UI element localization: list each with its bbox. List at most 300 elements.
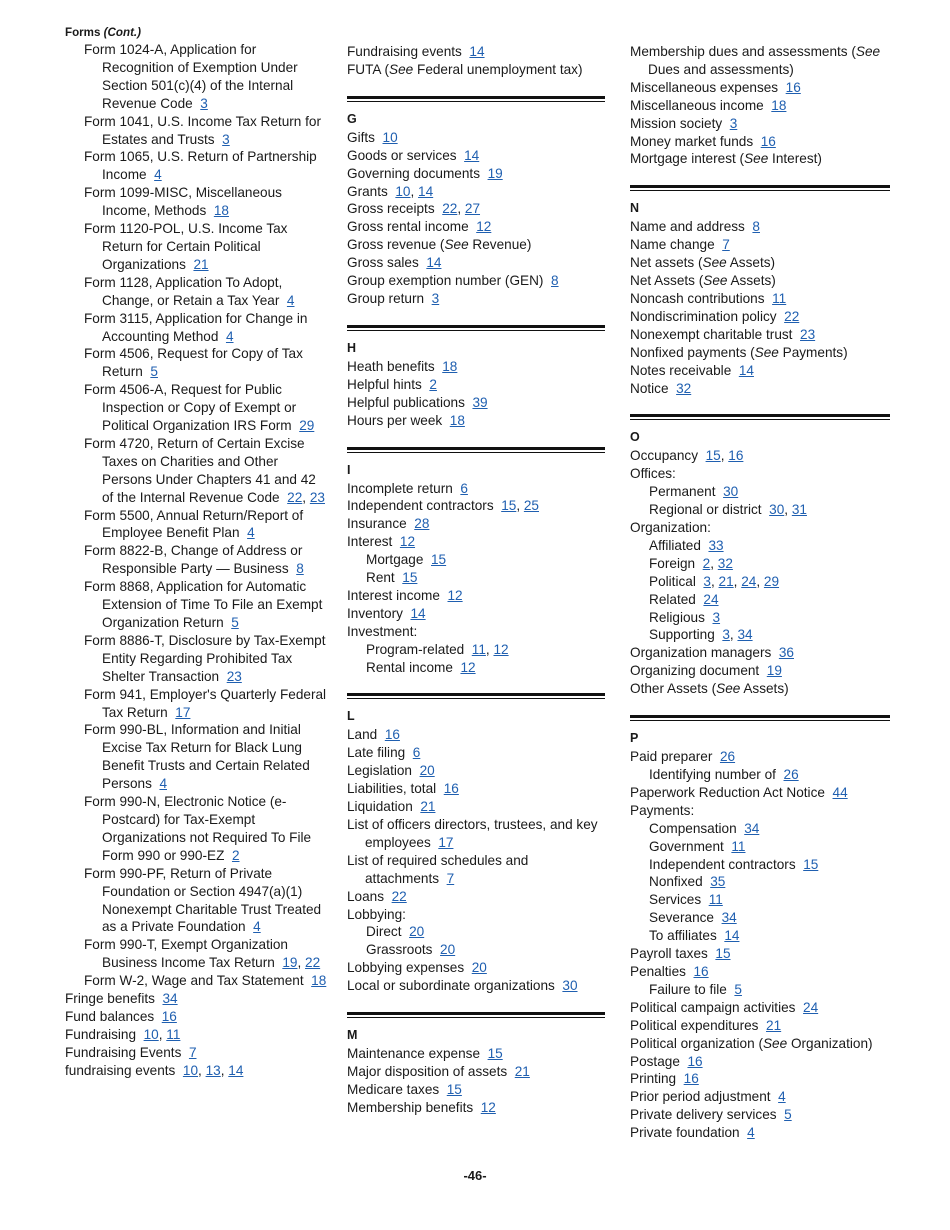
entry-term: Membership benefits	[347, 1099, 474, 1115]
page-link[interactable]: 5	[784, 1107, 792, 1123]
page-link[interactable]: 14	[469, 44, 485, 59]
index-entry	[347, 977, 605, 995]
entry-term: Regional or district	[649, 502, 762, 518]
entry-term: Political campaign activities	[630, 999, 796, 1015]
page-link[interactable]: 34	[737, 627, 753, 643]
entry-term: Independent contractors	[649, 856, 796, 872]
entry-term: Liquidation	[347, 799, 413, 815]
entry-term: List of officers directors, trustees, and key employees	[347, 817, 598, 850]
entry-term: Payments:	[630, 802, 695, 818]
section-letter: H	[347, 340, 357, 355]
index-entry: Fundraising 10, 11	[65, 1026, 181, 1042]
entry-term: Group exemption number (GEN)	[347, 273, 544, 289]
index-entry	[347, 762, 605, 780]
index-entry	[347, 1099, 605, 1117]
index-entry	[630, 254, 890, 272]
page-link[interactable]: 24	[803, 999, 819, 1015]
page-link[interactable]: 18	[442, 358, 458, 374]
entry-term: Severance	[649, 910, 714, 926]
index-entry	[347, 744, 605, 762]
index-entry	[347, 254, 605, 272]
page-link[interactable]: 15	[402, 570, 418, 586]
index-entry	[347, 358, 605, 376]
entry-term: Fringe benefits	[65, 991, 155, 1007]
page-link[interactable]: 11	[708, 892, 723, 908]
index-subentry	[347, 923, 605, 941]
index-subentry	[630, 820, 890, 838]
entry-term: Form 1065, U.S. Return of Partnership Income	[84, 149, 317, 183]
page-link[interactable]: 44	[832, 784, 848, 800]
page-link[interactable]: 11	[166, 1026, 181, 1042]
page-link[interactable]: 12	[480, 1099, 496, 1115]
see-target: Payments)	[778, 344, 848, 360]
page-link[interactable]: 21	[766, 1017, 782, 1033]
page-link[interactable]: 4	[247, 525, 255, 541]
page-link[interactable]: 34	[744, 820, 760, 836]
index-entry	[630, 963, 890, 981]
see-label: See	[762, 1035, 788, 1051]
page-link[interactable]: 2	[702, 555, 711, 571]
page-link[interactable]: 15	[446, 1081, 462, 1097]
index-entry	[630, 802, 890, 820]
index-subentry	[630, 537, 890, 555]
page-link[interactable]: 20	[471, 960, 487, 976]
page-link[interactable]: 33	[708, 537, 724, 553]
page-link[interactable]: 16	[785, 79, 801, 95]
page-link[interactable]: 16	[760, 133, 776, 149]
section-divider	[630, 414, 890, 420]
page-link[interactable]: 7	[188, 1044, 197, 1060]
page-link[interactable]: 28	[414, 516, 430, 532]
page-link[interactable]: 23	[800, 326, 816, 342]
index-entry	[630, 1017, 890, 1035]
entry-term: Grants	[347, 183, 388, 199]
entry-term: Legislation	[347, 763, 412, 779]
entry-term: Miscellaneous income	[630, 97, 764, 113]
index-subentry	[65, 507, 327, 543]
page-link[interactable]: 17	[175, 704, 191, 720]
index-entry	[347, 480, 605, 498]
index-subentry	[630, 856, 890, 874]
index-subentry	[630, 591, 890, 609]
index-entry	[630, 272, 890, 290]
page-link[interactable]: 10	[382, 129, 398, 145]
entry-term: Group return	[347, 290, 425, 306]
see-target: Dues and assessments)	[648, 61, 794, 77]
index-subentry	[347, 941, 605, 959]
entry-term: Miscellaneous expenses	[630, 79, 779, 95]
page-link[interactable]: 25	[523, 498, 539, 514]
page-link[interactable]: 12	[476, 219, 492, 235]
index-entry	[630, 326, 890, 344]
entry-term: Form 990-T, Exempt Organization Business Income Tax Return	[84, 937, 288, 971]
index-entry	[347, 587, 605, 605]
index-subentry	[65, 632, 327, 686]
entry-term: Organization managers	[630, 645, 772, 661]
page-link[interactable]: 7	[722, 237, 730, 253]
page-link[interactable]: 30	[769, 502, 785, 518]
entry-term: Mortgage	[366, 552, 424, 568]
entry-term: Form 941, Employer's Quarterly Federal Tax Return	[84, 686, 327, 720]
section-letter: G	[347, 111, 357, 126]
page-link[interactable]: 14	[228, 1062, 244, 1078]
entry-term: Nonexempt charitable trust	[630, 326, 793, 342]
entry-term: Nonfixed	[649, 874, 703, 890]
entry-term: Interest income	[347, 587, 440, 603]
entry-term: Payroll taxes	[630, 946, 708, 962]
page-link[interactable]: 14	[426, 255, 442, 271]
page-link[interactable]: 16	[693, 963, 709, 979]
page-link[interactable]: 14	[418, 183, 434, 199]
page-link[interactable]: 4	[225, 328, 234, 344]
index-subentry	[65, 381, 327, 435]
page-link[interactable]: 16	[683, 1071, 699, 1087]
see-target: Interest)	[768, 151, 822, 167]
entry-term: Money market funds	[630, 133, 754, 149]
section-divider	[630, 185, 890, 191]
page-link[interactable]: 30	[723, 484, 739, 500]
page-link[interactable]: 34	[162, 991, 178, 1007]
page-link[interactable]: 22	[784, 308, 800, 324]
page-link[interactable]: 16	[443, 781, 459, 797]
page-link[interactable]: 12	[493, 641, 509, 657]
index-entry	[347, 165, 605, 183]
section-divider	[347, 1012, 605, 1018]
page-link[interactable]: 20	[440, 942, 456, 958]
page-link[interactable]: 17	[438, 834, 454, 850]
entry-term: Helpful hints	[347, 376, 422, 392]
index-entry	[347, 394, 605, 412]
index-entry	[347, 798, 605, 816]
letter-section	[347, 96, 605, 308]
page-link[interactable]: 11	[471, 641, 486, 657]
index-subentry	[630, 609, 890, 627]
page-link[interactable]: 14	[724, 928, 740, 944]
page-link[interactable]: 16	[687, 1053, 703, 1069]
entry-term: fundraising events	[65, 1062, 176, 1078]
index-entry	[347, 1045, 605, 1063]
page-link[interactable]: 4	[286, 292, 295, 308]
index-entry	[630, 236, 890, 254]
page-link[interactable]: 34	[721, 910, 737, 926]
index-subentry	[65, 113, 327, 149]
page-link[interactable]: 8	[296, 561, 304, 577]
index-subentry	[65, 721, 327, 793]
entry-term: Name change	[630, 237, 715, 253]
entry-term: Maintenance expense	[347, 1046, 481, 1062]
page-link[interactable]: 11	[772, 290, 787, 306]
entry-term: Form 1099-MISC, Miscellaneous Income, Methods	[84, 185, 282, 219]
index-entry	[65, 1008, 327, 1026]
page-link[interactable]: 6	[460, 480, 468, 496]
index-subentry	[630, 927, 890, 945]
index-entry	[630, 344, 890, 362]
see-label: See	[754, 344, 779, 360]
page-link[interactable]: 18	[771, 97, 787, 113]
page-link[interactable]: 15	[715, 946, 731, 962]
letter-section	[630, 414, 890, 698]
index-entry	[630, 1053, 890, 1071]
page-link[interactable]: 4	[253, 919, 261, 935]
page-link[interactable]: 15	[501, 498, 517, 514]
page-link[interactable]: 15	[803, 856, 819, 872]
page-link[interactable]: 4	[747, 1125, 755, 1141]
entry-term: Nonfixed payments (	[630, 344, 755, 360]
see-target: Organization)	[787, 1035, 873, 1051]
entry-term: Investment:	[347, 623, 418, 639]
entry-term: Membership dues and assessments (	[630, 44, 856, 59]
page-link[interactable]: 20	[409, 924, 425, 940]
entry-term: Interest	[347, 534, 393, 550]
index-subentry	[347, 551, 605, 569]
section-header	[65, 24, 327, 41]
letter-section	[347, 447, 605, 677]
index-entry	[347, 852, 605, 888]
entry-term: Goods or services	[347, 147, 457, 163]
page-link[interactable]: 21	[193, 256, 209, 272]
page-link[interactable]: 36	[778, 645, 794, 661]
page-link[interactable]: 29	[763, 573, 780, 589]
page-link[interactable]: 22	[305, 955, 321, 971]
entry-term: Noncash contributions	[630, 290, 765, 306]
entry-term: Program-related	[366, 641, 465, 657]
index-entry	[347, 272, 605, 290]
page-link[interactable]: 10	[182, 1062, 199, 1078]
entry-term: Form 4720, Return of Certain Excise Taxes on Charities and Other Persons Under Chapters 41 and 42 of the Internal Revenue Code	[84, 435, 316, 505]
page-link[interactable]: 22	[442, 201, 458, 217]
index-entry	[630, 1106, 890, 1124]
entry-term: Fundraising Events	[65, 1044, 182, 1060]
page-link[interactable]: 22	[287, 489, 303, 505]
index-entry	[65, 1044, 327, 1062]
page-link[interactable]: 16	[728, 448, 744, 464]
page-link[interactable]: 15	[487, 1046, 503, 1062]
index-entry	[630, 465, 890, 483]
entry-term: Land	[347, 727, 378, 743]
entry-term: Paperwork Reduction Act Notice	[630, 784, 825, 800]
entry-term: Compensation	[649, 820, 737, 836]
index-subentry	[630, 766, 890, 784]
index-entry	[630, 662, 890, 680]
entry-term: Independent contractors	[347, 498, 494, 514]
index-subentry	[630, 981, 890, 999]
index-entry	[630, 380, 890, 398]
page-link[interactable]: 26	[783, 767, 799, 782]
page-link[interactable]: 3	[703, 573, 711, 589]
page-link[interactable]: 14	[738, 362, 754, 378]
entry-term: Net Assets (	[630, 273, 704, 289]
page-link[interactable]: 4	[154, 167, 162, 183]
section-divider	[347, 96, 605, 102]
index-entry	[630, 945, 890, 963]
page-link[interactable]: 12	[399, 534, 416, 550]
entry-term: Incomplete return	[347, 480, 453, 496]
page-link[interactable]: 22	[391, 888, 407, 904]
index-entry	[347, 43, 605, 61]
index-subentry	[347, 569, 605, 587]
entry-term: Hours per week	[347, 412, 443, 428]
entry-term: Fundraising	[65, 1026, 137, 1042]
page-link[interactable]: 3	[722, 627, 730, 643]
index-subentry	[65, 345, 327, 381]
entry-term: Private foundation	[630, 1125, 740, 1141]
page-link[interactable]: 29	[299, 418, 315, 434]
page-link[interactable]: 6	[412, 745, 421, 761]
index-entry	[347, 780, 605, 798]
entry-term: Governing documents	[347, 165, 480, 181]
index-entry: Grants 10, 14	[347, 183, 434, 199]
page-link[interactable]: 3	[200, 95, 208, 111]
entry-term: Medicare taxes	[347, 1081, 440, 1097]
index-entry	[630, 1035, 890, 1053]
entry-term: Form 990-N, Electronic Notice (e-Postcard) for Tax-Exempt Organizations not Required To File Form 990 or 990-EZ	[84, 794, 312, 863]
index-subentry	[630, 909, 890, 927]
page-link[interactable]: 2	[231, 847, 240, 863]
entry-term: Supporting	[649, 627, 715, 643]
page-link[interactable]: 8	[752, 219, 760, 235]
entry-term: Organization:	[630, 520, 711, 536]
page-link[interactable]: 12	[460, 659, 476, 675]
letter-section	[347, 693, 605, 995]
page-link[interactable]: 21	[514, 1063, 530, 1079]
section-divider	[347, 693, 605, 699]
page-link[interactable]: 24	[741, 573, 757, 589]
page-link[interactable]: 31	[791, 502, 807, 518]
page-link[interactable]: 8	[551, 273, 559, 289]
continued-entries	[630, 43, 890, 168]
page-link[interactable]: 5	[734, 981, 742, 997]
index-entry	[630, 290, 890, 308]
index-column-2	[347, 43, 605, 1117]
page-link[interactable]: 14	[464, 147, 480, 163]
page-link[interactable]: 18	[311, 973, 327, 989]
page-link[interactable]: 16	[161, 1008, 177, 1024]
entry-term: Government	[649, 838, 724, 854]
entry-term: Failure to file	[649, 981, 727, 997]
section-letter: M	[347, 1028, 358, 1043]
page-link[interactable]: 18	[213, 203, 229, 219]
index-entry	[630, 308, 890, 326]
page-link[interactable]: 19	[282, 955, 298, 971]
page-link[interactable]: 10	[395, 183, 411, 199]
page-link[interactable]: 23	[226, 668, 242, 684]
index-entry	[347, 623, 605, 641]
entry-term: Local or subordinate organizations	[347, 978, 555, 994]
page-link[interactable]: 18	[449, 412, 465, 428]
page-link[interactable]: 15	[431, 552, 447, 568]
page-link[interactable]: 12	[447, 587, 463, 603]
page-link[interactable]: 39	[472, 394, 488, 410]
index-entry	[347, 218, 605, 236]
page-link[interactable]: 3	[712, 609, 721, 625]
page-link[interactable]: 5	[231, 615, 239, 630]
index-entry	[65, 990, 327, 1008]
page-link[interactable]: 2	[429, 376, 437, 392]
page-link[interactable]: 14	[410, 605, 426, 621]
page-link[interactable]: 32	[676, 380, 692, 396]
entry-term: To affiliates	[649, 928, 717, 944]
index-subentry: Form 4720, Return of Certain Excise Taxes on Charities and Other Persons Under Chapters 41 and 42 of the Internal Revenue Code 22, 23	[84, 435, 325, 505]
page-link[interactable]: 11	[731, 838, 746, 854]
entry-term: Gross rental income	[347, 219, 469, 235]
index-subentry	[65, 865, 327, 937]
page-link[interactable]: 16	[384, 727, 400, 743]
index-subentry	[630, 873, 890, 891]
page-link[interactable]: 23	[309, 489, 325, 505]
entry-term: Paid preparer	[630, 749, 713, 765]
index-entry	[630, 784, 890, 802]
entry-term: Name and address	[630, 219, 745, 235]
see-target: Revenue)	[468, 237, 532, 253]
page-link[interactable]: 32	[717, 555, 733, 571]
index-subentry	[347, 659, 605, 677]
entry-term: Gross receipts	[347, 201, 435, 217]
page-link[interactable]: 13	[205, 1062, 221, 1078]
entry-term: Notice	[630, 380, 669, 396]
entry-term: Form 3115, Application for Change in Accounting Method	[84, 310, 308, 344]
page-link[interactable]: 4	[159, 776, 167, 792]
entry-term: Heath benefits	[347, 358, 435, 374]
entry-term: Form 990-PF, Return of Private Foundation or Section 4947(a)(1) Nonexempt Charitable Trust Treated as a Private Foundation	[84, 865, 322, 935]
entry-term: Related	[649, 591, 696, 607]
page-link[interactable]: 3	[222, 131, 230, 147]
entry-term: Other Assets (	[630, 681, 717, 697]
page-link[interactable]: 30	[562, 978, 578, 994]
page-link[interactable]: 15	[705, 448, 721, 464]
index-entry	[630, 748, 890, 766]
entry-term: Postage	[630, 1053, 680, 1069]
entry-term: Political organization (	[630, 1035, 763, 1051]
page-link[interactable]: 10	[143, 1026, 159, 1042]
page-link[interactable]: 24	[703, 591, 719, 607]
entry-term: Form 1128, Application To Adopt, Change, or Retain a Tax Year	[84, 274, 283, 308]
entry-term: Occupancy	[630, 448, 699, 464]
index-subentry	[65, 310, 327, 346]
page-link[interactable]: 4	[778, 1089, 786, 1105]
page-link[interactable]: 19	[766, 663, 782, 679]
entry-term: Form 1024-A, Application for Recognition of Exemption Under Section 501(c)(4) of the Internal Revenue Code	[84, 42, 298, 111]
page-link[interactable]: 21	[718, 573, 734, 589]
index-entry	[630, 519, 890, 537]
index-entry	[347, 129, 605, 147]
index-entry	[630, 644, 890, 662]
entry-term: Private delivery services	[630, 1107, 777, 1123]
entry-term: Net assets (	[630, 255, 703, 271]
page-link[interactable]: 5	[150, 364, 158, 380]
index-entry	[630, 218, 890, 236]
index-entry: fundraising events 10, 13, 14	[65, 1062, 244, 1078]
page-link[interactable]: 3	[431, 290, 440, 306]
page-link[interactable]: 3	[729, 115, 738, 131]
entry-term: Form 8886-T, Disclosure by Tax-Exempt Entity Regarding Prohibited Tax Shelter Transaction	[84, 632, 326, 684]
index-entry	[630, 362, 890, 380]
page-link[interactable]: 26	[719, 749, 736, 765]
entry-term: Grassroots	[366, 942, 433, 958]
section-letter: P	[630, 731, 639, 746]
letter-section	[347, 1012, 605, 1117]
page-link[interactable]: 7	[446, 870, 455, 886]
page-link[interactable]: 19	[487, 165, 503, 181]
page-link[interactable]: 21	[420, 799, 436, 815]
entry-term: Gifts	[347, 129, 375, 145]
index-entry	[347, 1063, 605, 1081]
entry-term: Form 5500, Annual Return/Report of Employee Benefit Plan	[84, 507, 304, 541]
index-entry	[347, 61, 605, 79]
page-link[interactable]: 27	[464, 201, 481, 217]
page-link[interactable]: 35	[710, 874, 726, 890]
page-link[interactable]: 20	[419, 763, 435, 779]
index-entry	[630, 133, 890, 151]
